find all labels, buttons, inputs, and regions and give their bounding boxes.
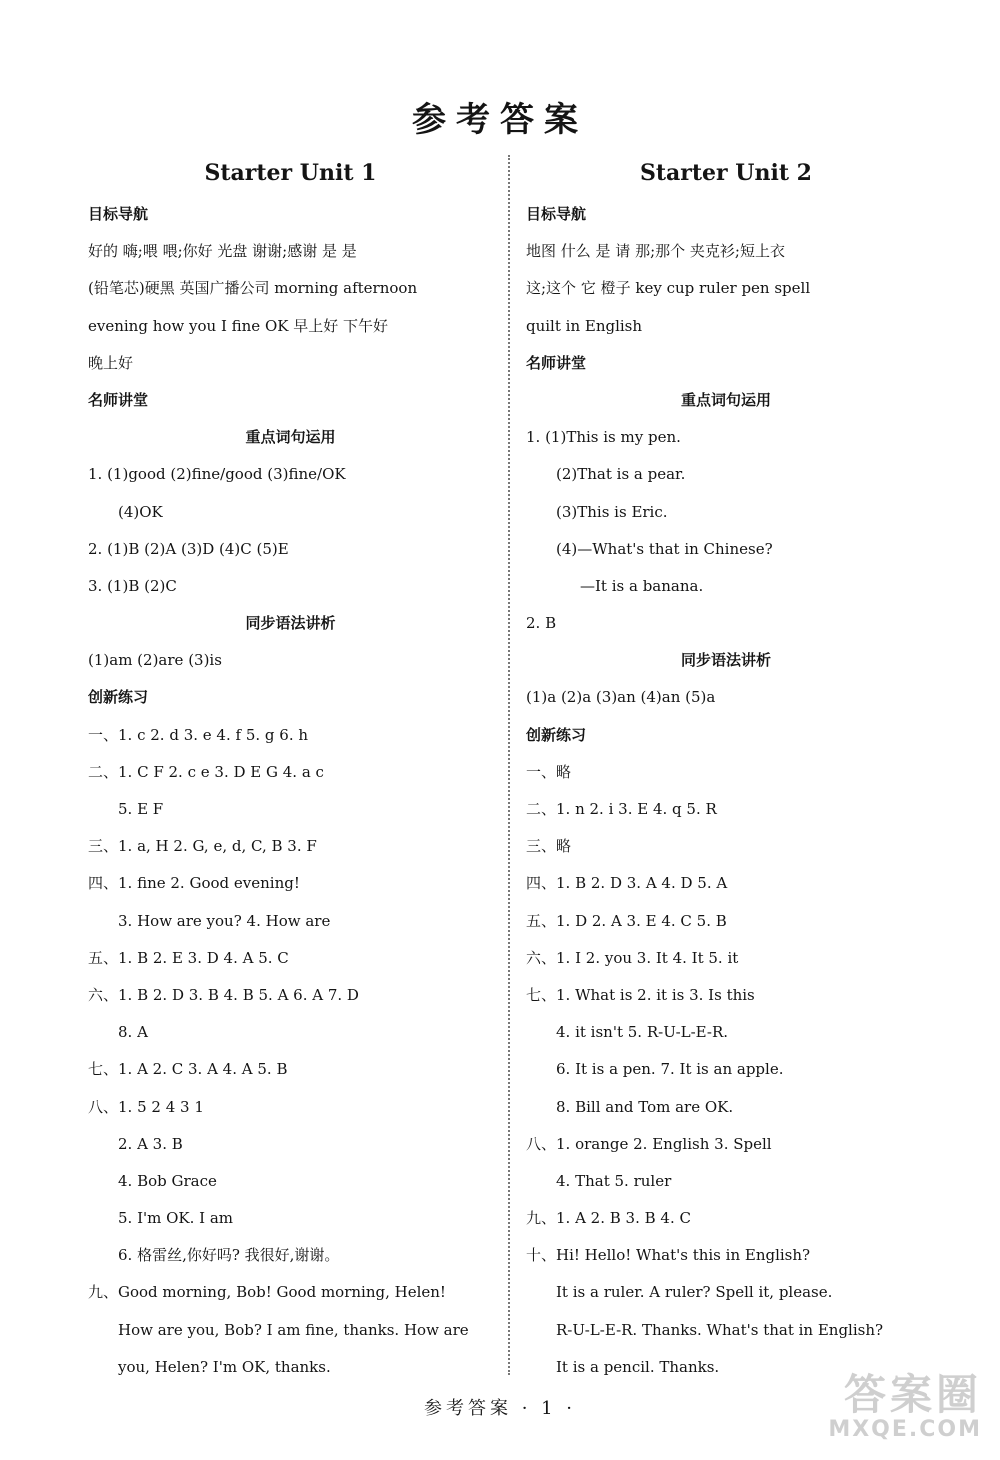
answer-line: 十、Hi! Hello! What's this in English? [526,1246,811,1265]
watermark-url: MXQE.COM [828,1417,982,1442]
answer-line: 3. How are you? 4. How are [118,911,331,930]
left-column [88,150,493,1386]
answer-line: you, Helen? I'm OK, thanks. [118,1357,331,1376]
answer-line: 1. (1)This is my pen. [526,428,681,447]
answer-line: 三、略 [526,837,572,856]
page-footer: 参考答案 · 1 · [423,1398,577,1419]
answer-line: quilt in English [526,316,643,335]
answer-line: 3. (1)B (2)C [88,576,177,595]
subsection-heading: 重点词句运用 [680,390,771,409]
right-column [526,150,926,1386]
answer-line: 6. It is a pen. 7. It is an apple. [556,1060,784,1079]
answer-line: 这;这个 它 橙子 key cup ruler pen spell [526,279,811,298]
left-answer-list [88,196,493,1386]
answer-line: 八、1. orange 2. English 3. Spell [526,1134,772,1153]
answer-line: 4. it isn't 5. R-U-L-E-R. [556,1023,729,1042]
answer-line: 4. That 5. ruler [556,1171,672,1190]
answer-line: 九、Good morning, Bob! Good morning, Helen! [88,1283,446,1302]
answer-line: 2. (1)B (2)A (3)D (4)C (5)E [88,539,289,558]
section-heading: 创新练习 [526,725,587,744]
answer-line: 8. A [118,1023,148,1042]
section-heading: 名师讲堂 [88,390,149,409]
answer-line: 一、略 [526,762,572,781]
answer-line: R-U-L-E-R. Thanks. What's that in English? [556,1320,884,1339]
subsection-heading: 同步语法讲析 [680,651,771,670]
subsection-heading: 同步语法讲析 [245,614,336,633]
answer-line: 五、1. B 2. E 3. D 4. A 5. C [88,948,289,967]
answer-line: It is a pencil. Thanks. [556,1357,720,1376]
answer-line: 8. Bill and Tom are OK. [556,1097,734,1116]
answer-line: How are you, Bob? I am fine, thanks. How are [118,1320,469,1339]
answer-line: —It is a banana. [580,576,704,595]
answer-line: (铅笔芯)硬黑 英国广播公司 morning afternoon [88,279,418,298]
subsection-heading: 重点词句运用 [245,428,336,447]
answer-line: 五、1. D 2. A 3. E 4. C 5. B [526,911,727,930]
right-answer-list [526,196,926,1386]
answer-line: 三、1. a, H 2. G, e, d, C, B 3. F [88,837,317,856]
answer-line: 2. A 3. B [118,1134,183,1153]
watermark-logo [772,1372,982,1450]
answer-line: 六、1. I 2. you 3. It 4. It 5. it [526,948,739,967]
answer-line: 2. B [526,614,557,633]
section-heading: 名师讲堂 [526,353,587,372]
answer-line: 地图 什么 是 请 那;那个 夹克衫;短上衣 [526,242,785,261]
answer-line: 四、1. fine 2. Good evening! [88,874,300,893]
column-divider [508,155,510,1375]
answer-line: (3)This is Eric. [556,502,668,521]
answer-line: (1)am (2)are (3)is [88,651,222,670]
answer-line: 5. I'm OK. I am [118,1209,234,1228]
answer-line: 九、1. A 2. B 3. B 4. C [526,1209,691,1228]
answer-line: It is a ruler. A ruler? Spell it, please. [556,1283,833,1302]
answer-line: 6. 格雷丝,你好吗? 我很好,谢谢。 [118,1246,340,1265]
section-heading: 创新练习 [88,688,149,707]
answer-line: 一、1. c 2. d 3. e 4. f 5. g 6. h [88,725,309,744]
answer-line: 六、1. B 2. D 3. B 4. B 5. A 6. A 7. D [88,985,359,1004]
watermark-text: 答案圈 [843,1370,982,1419]
answer-line: 1. (1)good (2)fine/good (3)fine/OK [88,465,346,484]
answer-line: (4)OK [118,502,163,521]
answer-line: 5. E F [118,800,164,818]
answer-line: 七、1. A 2. C 3. A 4. A 5. B [88,1060,288,1079]
answer-line: 二、1. n 2. i 3. E 4. q 5. R [526,800,717,818]
unit-title-right: Starter Unit 2 [640,160,812,186]
answer-line: (1)a (2)a (3)an (4)an (5)a [526,688,716,707]
answer-line: 七、1. What is 2. it is 3. Is this [526,985,755,1004]
answer-line: 好的 嗨;喂 喂;你好 光盘 谢谢;感谢 是 是 [88,242,357,261]
answer-line: 晚上好 [88,353,134,372]
answer-line: (2)That is a pear. [556,465,686,484]
answer-line: 4. Bob Grace [118,1171,217,1190]
answer-line: evening how you I fine OK 早上好 下午好 [88,316,388,335]
section-heading: 目标导航 [88,205,149,223]
answer-line: 八、1. 5 2 4 3 1 [88,1097,204,1116]
answer-line: (4)—What's that in Chinese? [556,539,773,558]
page-title: 参考答案 [412,100,588,140]
answer-line: 四、1. B 2. D 3. A 4. D 5. A [526,874,728,893]
section-heading: 目标导航 [526,205,587,223]
unit-title-left: Starter Unit 1 [204,160,377,186]
answer-line: 二、1. C F 2. c e 3. D E G 4. a c [88,762,324,781]
